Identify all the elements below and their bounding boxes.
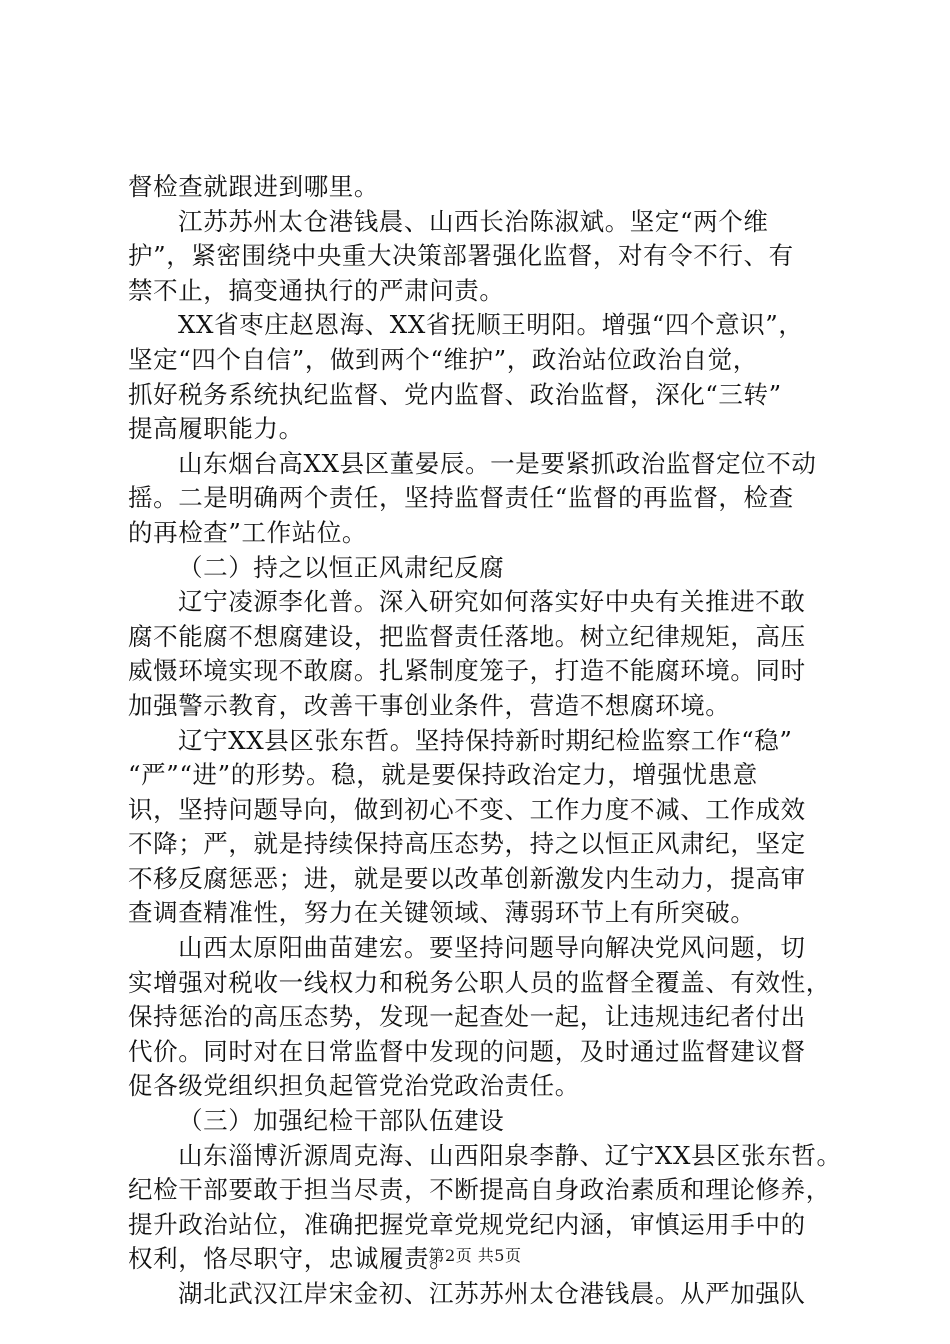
text-line: 禁不止，搞变通执行的严肃问责。 <box>128 275 505 305</box>
text-line: 腐不能腐不想腐建设，把监督责任落地。树立纪律规矩，高压 <box>128 621 806 651</box>
text-line: XX省枣庄赵恩海、XX省抚顺王明阳。增强“四个意识”， <box>178 310 804 340</box>
text-line: 查调查精准性，努力在关键领域、薄弱环节上有所突破。 <box>128 898 756 928</box>
text-line: 坚定“四个自信”，做到两个“维护”，政治站位政治自觉， <box>128 344 758 374</box>
text-line: 摇。二是明确两个责任，坚持监督责任“监督的再监督，检查 <box>128 483 794 513</box>
text-line: （三）加强纪检干部队伍建设 <box>178 1106 505 1136</box>
text-line: 提高履职能力。 <box>128 414 304 444</box>
text-line: （二）持之以恒正风肃纪反腐 <box>178 552 505 582</box>
text-line: 督检查就跟进到哪里。 <box>128 172 379 201</box>
text-line: 江苏苏州太仓港钱晨、山西长治陈淑斌。坚定“两个维 <box>178 206 769 236</box>
text-line: “严”“进”的形势。稳，就是要保持政治定力，增强忧患意 <box>128 760 758 790</box>
text-line: 辽宁XX县区张东哲。坚持保持新时期纪检监察工作“稳” <box>178 725 793 755</box>
text-line: 的再检查”工作站位。 <box>128 517 368 547</box>
text-line: 湖北武汉江岸宋金初、江苏苏州太仓港钱晨。从严加强队 <box>178 1279 806 1308</box>
text-line: 促各级党组织担负起管党治党政治责任。 <box>128 1071 580 1101</box>
text-line: 保持惩治的高压态势，发现一起查处一起，让违规违纪者付出 <box>128 1002 806 1032</box>
text-line: 山东烟台高XX县区董晏辰。一是要紧抓政治监督定位不动 <box>178 448 817 478</box>
text-line: 纪检干部要敢于担当尽责，不断提高自身政治素质和理论修养， <box>128 1175 831 1205</box>
text-line: 代价。同时对在日常监督中发现的问题，及时通过监督建议督 <box>128 1036 806 1066</box>
text-line: 权利，恪尽职守，忠诚履责。 <box>128 1244 455 1274</box>
text-line: 山西太原阳曲苗建宏。要坚持问题导向解决党风问题，切 <box>178 933 806 963</box>
text-line: 抓好税务系统执纪监督、党内监督、政治监督，深化“三转” <box>128 379 782 409</box>
text-line: 实增强对税收一线权力和税务公职人员的监督全覆盖、有效性， <box>128 967 831 997</box>
page-footer: 第2页 共5页 <box>428 1246 522 1265</box>
text-line: 护”，紧密围绕中央重大决策部署强化监督，对有令不行、有 <box>128 241 794 271</box>
text-line: 加强警示教育，改善干事创业条件，营造不想腐环境。 <box>128 690 731 720</box>
text-line: 提升政治站位，准确把握党章党规党纪内涵，审慎运用手中的 <box>128 1209 806 1239</box>
text-line: 不移反腐惩恶；进，就是要以改革创新激发内生动力，提高审 <box>128 863 806 893</box>
text-line: 辽宁凌源李化普。深入研究如何落实好中央有关推进不敢 <box>178 587 806 617</box>
text-line: 威慑环境实现不敢腐。扎紧制度笼子，打造不能腐环境。同时 <box>128 656 806 686</box>
document-body <box>128 170 858 1312</box>
text-line: 不降；严，就是持续保持高压态势，持之以恒正风肃纪，坚定 <box>128 829 806 859</box>
text-line: 山东淄博沂源周克海、山西阳泉李静、辽宁XX县区张东哲。 <box>178 1140 842 1170</box>
text-line: 识，坚持问题导向，做到初心不变、工作力度不减、工作成效 <box>128 794 806 824</box>
